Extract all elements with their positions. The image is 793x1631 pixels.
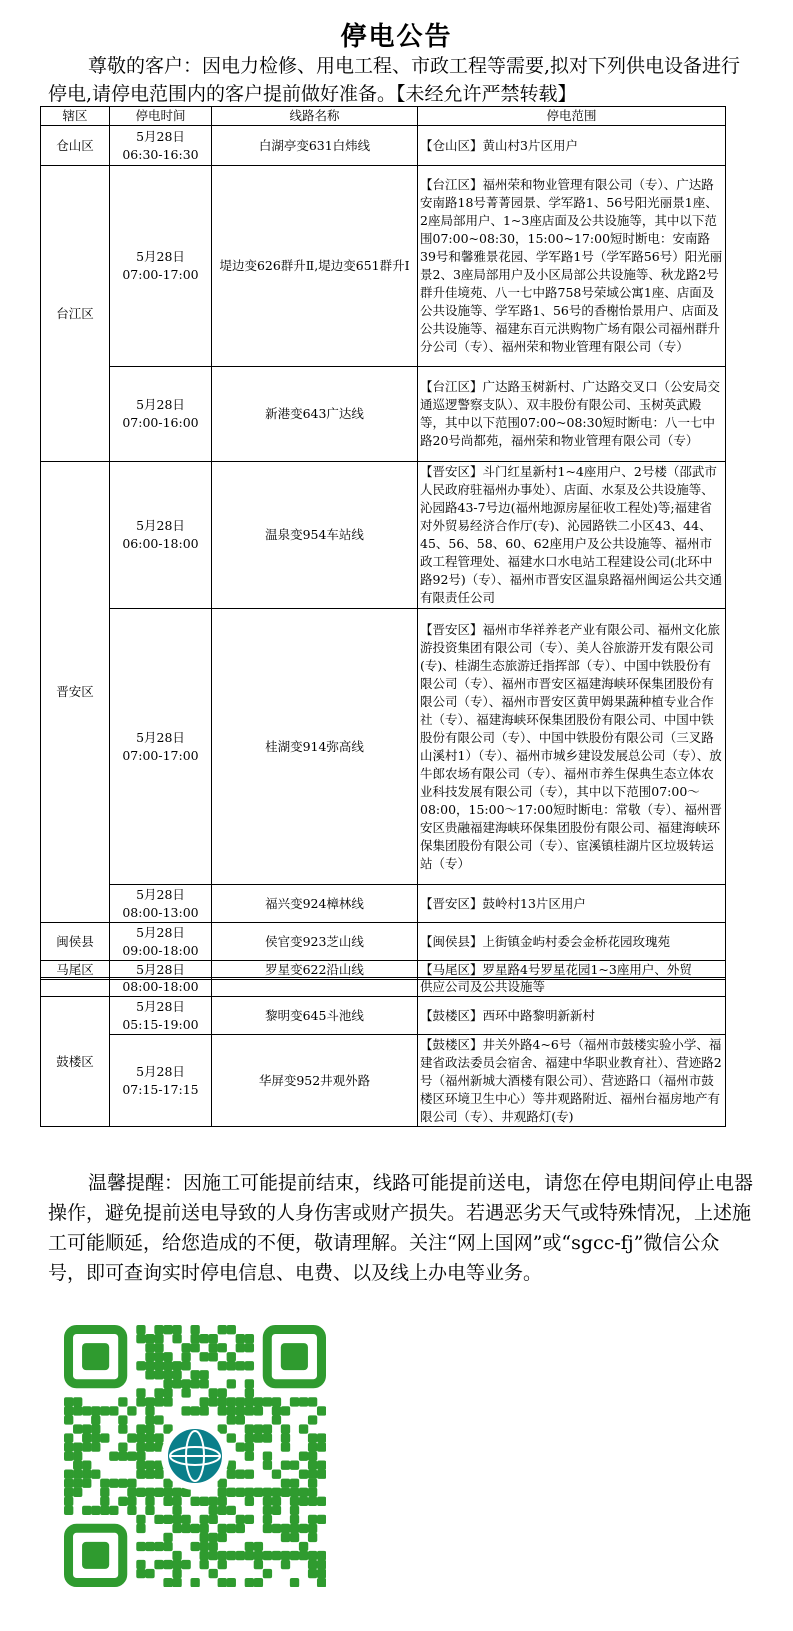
time-cell: 5月28日 06:30-16:30 xyxy=(110,126,212,166)
header-district: 辖区 xyxy=(41,107,110,126)
line-cell: 福兴变924樟林线 xyxy=(212,885,418,923)
time-cell: 5月28日 07:15-17:15 xyxy=(110,1035,212,1127)
scope-cell: 【马尾区】罗星路4号罗星花园1~3座用户、外贸 xyxy=(418,961,726,980)
scope-cell: 【闽侯县】上街镇金屿村委会金桥花园玫瑰苑 xyxy=(418,923,726,961)
scope-cell: 【晋安区】鼓岭村13片区用户 xyxy=(418,885,726,923)
time-cell: 5月28日 06:00-18:00 xyxy=(110,462,212,609)
table-row xyxy=(41,609,726,885)
scope-cell: 供应公司及公共设施等 xyxy=(418,978,726,997)
line-cell: 白湖亭变631白炜线 xyxy=(212,126,418,166)
line-cell: 华屏变952井观外路 xyxy=(212,1035,418,1127)
district-cell: 台江区 xyxy=(41,166,110,462)
district-cell: 马尾区 xyxy=(41,961,110,980)
district-cell: 晋安区 xyxy=(41,462,110,923)
table-header-row xyxy=(41,107,726,126)
scope-cell: 【鼓楼区】西环中路黎明新新村 xyxy=(418,997,726,1035)
table-row xyxy=(41,367,726,462)
table-row xyxy=(41,166,726,367)
page-title: 停电公告 xyxy=(340,22,453,52)
scope-cell: 【台江区】广达路玉树新村、广达路交叉口（公安局交通巡逻警察支队）、双丰股份有限公司、玉树英武殿等，其中以下范围07:00~08:30短时断电：八一七中路20号尚都苑，福州荣和物业管理有限公司（专） xyxy=(418,367,726,462)
time-cell: 5月28日 08:00-13:00 xyxy=(110,885,212,923)
district-cell: 鼓楼区 xyxy=(41,997,110,1127)
line-cell: 桂湖变914弥高线 xyxy=(212,609,418,885)
time-cell: 08:00-18:00 xyxy=(110,978,212,997)
header-time: 停电时间 xyxy=(110,107,212,126)
time-cell: 5月28日 07:00-17:00 xyxy=(110,166,212,367)
scope-cell: 【晋安区】福州市华祥养老产业有限公司、福州文化旅游投资集团有限公司（专）、美人谷旅游开发有限公司(专)、桂湖生态旅游迁指挥部（专）、中国中铁股份有限公司（专）、福州市晋安区福建海峡环保集团股份有限公司（专）、福州市晋安区黄甲姆果蔬种植专业合作社（专）、福建海峡环保集团股份有限公司、中国中铁股份有限公司（专）、中国中铁股份有限公司（三叉路山溪村1）（专）、福州市城乡建设发展总公司（专）、放牛郎农场有限公司（专）、福州市养生保典生态立体农业科技发展有限公司（专），其中以下范围07:00～08:00，15:00～17:00短时断电：常敬（专）、福州晋安区贵融福建海峡环保集团股份有限公司、福建海峡环保集团股份有限公司（专）、宦溪镇桂湖片区垃圾转运站（专） xyxy=(418,609,726,885)
line-cell: 新港变643广达线 xyxy=(212,367,418,462)
line-cell: 侯官变923芝山线 xyxy=(212,923,418,961)
line-cell xyxy=(212,978,418,997)
time-cell: 5月28日 07:00-16:00 xyxy=(110,367,212,462)
table-row xyxy=(41,885,726,923)
time-cell: 5月28日 09:00-18:00 xyxy=(110,923,212,961)
time-cell: 5月28日 07:00-17:00 xyxy=(110,609,212,885)
district-cell: 闽侯县 xyxy=(41,923,110,961)
outage-table xyxy=(40,106,726,980)
time-cell: 5月28日 05:15-19:00 xyxy=(110,997,212,1035)
district-cell xyxy=(41,978,110,997)
table-row xyxy=(41,923,726,961)
table-row xyxy=(41,978,726,997)
table-row xyxy=(41,997,726,1035)
outage-table-continued xyxy=(40,977,726,1127)
header-scope: 停电范围 xyxy=(418,107,726,126)
line-cell: 黎明变645斗池线 xyxy=(212,997,418,1035)
table-row xyxy=(41,1035,726,1127)
line-cell: 堤边变626群升Ⅱ,堤边变651群升Ⅰ xyxy=(212,166,418,367)
line-cell: 温泉变954车站线 xyxy=(212,462,418,609)
time-cell: 5月28日 xyxy=(110,961,212,980)
table-row xyxy=(41,462,726,609)
scope-cell: 【台江区】福州荣和物业管理有限公司（专）、广达路安南路18号菁菁园景、学军路1、56号阳光丽景1座、2座局部用户、1~3座店面及公共设施等，其中以下范围07:00~08:30，15:00~17:00短时断电：安南路39号和馨雅景花园、学军路1号（学军路56号）阳光丽景2、3座局部用户及小区局部公共设施等、秋龙路2号群升佳境苑、八一七中路758号荣域公寓1座、店面及公共设施等、学军路1、56号的香榭怡景用户、店面及公共设施等、福建东百元洪购物广场有限公司福州群升分公司（专）、福州荣和物业管理有限公司（专） xyxy=(418,166,726,367)
intro-paragraph: 尊敬的客户：因电力检修、用电工程、市政工程等需要,拟对下列供电设备进行停电,请停电范围内的客户提前做好准备。【未经允许严禁转载】 xyxy=(48,55,741,105)
scope-cell: 【仓山区】黄山村3片区用户 xyxy=(418,126,726,166)
reminder-note: 温馨提醒：因施工可能提前结束，线路可能提前送电，请您在停电期间停止电器操作，避免提前送电导致的人身伤害或财产损失。若遇恶劣天气或特殊情况，上述施工可能顺延，给您造成的不便，敬请理解。关注“网上国网”或“sgcc-fj”微信公众号，即可查询实时停电信息、电费、以及线上办电等业务。 xyxy=(48,1172,754,1284)
scope-cell: 【鼓楼区】井关外路4~6号（福州市鼓楼实验小学、福建省政法委员会宿舍、福建中华职业教育社）、营迹路2号（福州新城大酒楼有限公司）、营迹路口（福州市鼓楼区环境卫生中心）等井观路附近、福州台福房地产有限公司（专）、井观路灯(专) xyxy=(418,1035,726,1127)
district-cell: 仓山区 xyxy=(41,126,110,166)
table-row xyxy=(41,126,726,166)
qr-code[interactable] xyxy=(64,1325,326,1587)
header-line: 线路名称 xyxy=(212,107,418,126)
line-cell: 罗星变622沿山线 xyxy=(212,961,418,980)
scope-cell: 【晋安区】斗门红星新村1~4座用户、2号楼（邵武市人民政府驻福州办事处）、店面、水泵及公共设施等、沁园路43-7号边(福州地源房屋征收工程处)等;福建省对外贸易经济合作厅(专)、沁园路铁二小区43、44、45、56、58、60、62座用户及公共设施等、福州市政工程管理处、福建水口水电站工程建设公司(北环中路92号)（专）、福州市晋安区温泉路福州闽运公共交通有限责任公司 xyxy=(418,462,726,609)
